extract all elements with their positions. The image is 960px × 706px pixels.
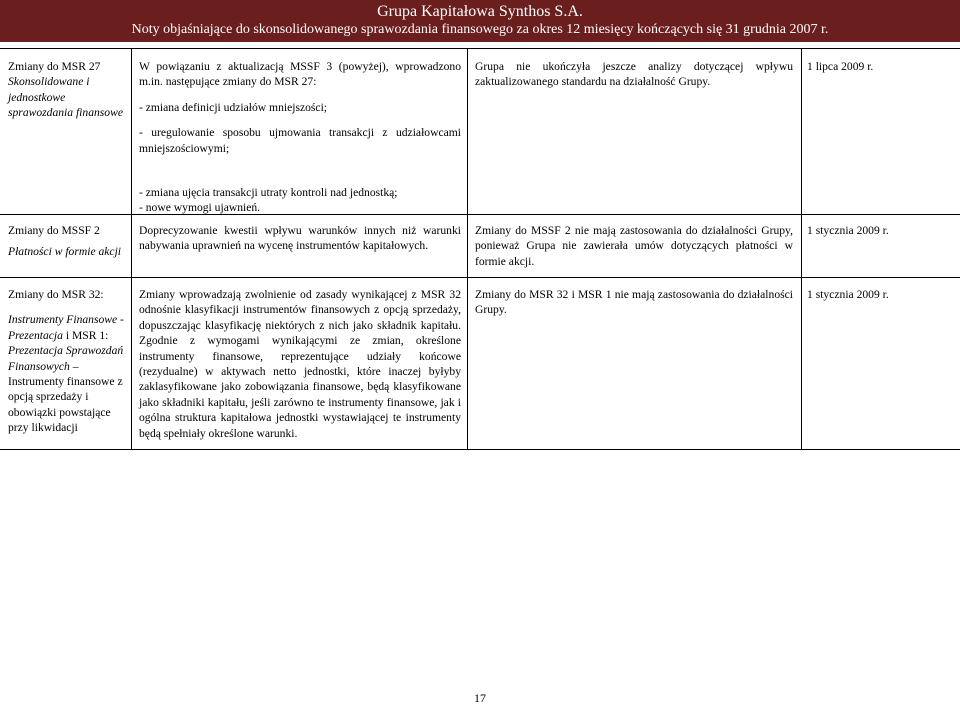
table-line <box>0 449 960 450</box>
change-text: Zmiany wprowadzają zwolnienie od zasady wynikającej z MSR 32 odnośnie klasyfikacji instrumentów finansowych z opcją sprzedaży, dopuszczając klasyfikację niektórych z nich jako składnik kapitału. Zgodnie z wymogami wynikającymi ze zmian, określone instrumenty finansowe, reprezentujące udziały końcowe (rezydualne) w aktywach netto jednostki, które inaczej byłyby zaklasyfikowane jako zobowiązania finansowe, będą klasyfikowane jako składniki kapitału, jeśli zarówno te instrumenty finansowe, jak i ogólna struktura kapitałowa jednostki wystawiającej te instrumenty będą spełniały określone warunki. <box>139 288 461 440</box>
change-cell <box>139 223 461 254</box>
change-text: W powiązaniu z aktualizacją MSSF 3 (powyżej), wprowadzono m.in. następujące zmiany do MSR 27: <box>139 60 461 89</box>
effective-date: 1 lipca 2009 r. <box>807 60 874 73</box>
page-number: 17 <box>474 691 486 705</box>
company-name: Grupa Kapitałowa Synthos S.A. <box>377 3 583 20</box>
document-subtitle: Noty objaśniające do skonsolidowanego sprawozdania finansowego za okres 12 miesięcy kończących się 31 grudnia 2007 r. <box>131 22 829 37</box>
effective-date-cell <box>807 223 957 238</box>
change-text: - zmiana definicji udziałów mniejszości; <box>139 100 328 114</box>
effective-date-cell <box>807 59 957 74</box>
impact-text: Zmiany do MSSF 2 nie mają zastosowania do działalności Grupy, ponieważ Grupa nie zawierała umów dotyczących płatności w formie akcji. <box>475 224 793 268</box>
impact-cell <box>475 223 793 269</box>
change-cell <box>139 59 461 216</box>
change-text: - uregulowanie sposobu ujmowania transakcji z udziałowcami mniejszościowymi; <box>139 126 461 155</box>
page-header <box>0 0 960 42</box>
standard-cell <box>8 287 126 436</box>
table-line <box>131 48 132 450</box>
standard-name: Zmiany do MSR 27 <box>8 60 101 73</box>
impact-cell <box>475 287 793 318</box>
standard-name: Zmiany do MSR 32: <box>8 288 104 301</box>
standard-title: Skonsolidowane i jednostkowe sprawozdania finansowe <box>8 75 123 120</box>
change-text: - zmiana ujęcia transakcji utraty kontroli nad jednostką; <box>139 186 398 200</box>
impact-text: Zmiany do MSR 32 i MSR 1 nie mają zastosowania do działalności Grupy. <box>475 288 793 317</box>
standard-cell <box>8 223 126 260</box>
standard-title: Instrumenty Finansowe - Prezentacja i MSR 1: Prezentacja Sprawozdań Finansowych – Instrumenty finansowe z opcją sprzedaży i obowiązki powstające przy likwidacji <box>8 313 124 435</box>
effective-date-cell <box>807 287 957 302</box>
impact-cell <box>475 59 793 90</box>
standard-cell <box>8 59 126 121</box>
effective-date: 1 stycznia 2009 r. <box>807 288 889 301</box>
table-line <box>0 48 960 49</box>
table-line <box>467 48 468 450</box>
standard-title: Płatności w formie akcji <box>8 245 122 259</box>
change-text: Doprecyzowanie kwestii wpływu warunków innych niż warunki nabywania uprawnień na wycenę instrumentów kapitałowych. <box>139 224 461 253</box>
change-text: - nowe wymogi ujawnień. <box>139 201 261 215</box>
impact-text: Grupa nie ukończyła jeszcze analizy dotyczącej wpływu zaktualizowanego standardu na działalność Grupy. <box>475 60 793 89</box>
table-line <box>801 48 802 450</box>
effective-date: 1 stycznia 2009 r. <box>807 224 889 237</box>
change-cell <box>139 287 461 441</box>
table-line <box>0 277 960 278</box>
standard-name: Zmiany do MSSF 2 <box>8 224 100 237</box>
